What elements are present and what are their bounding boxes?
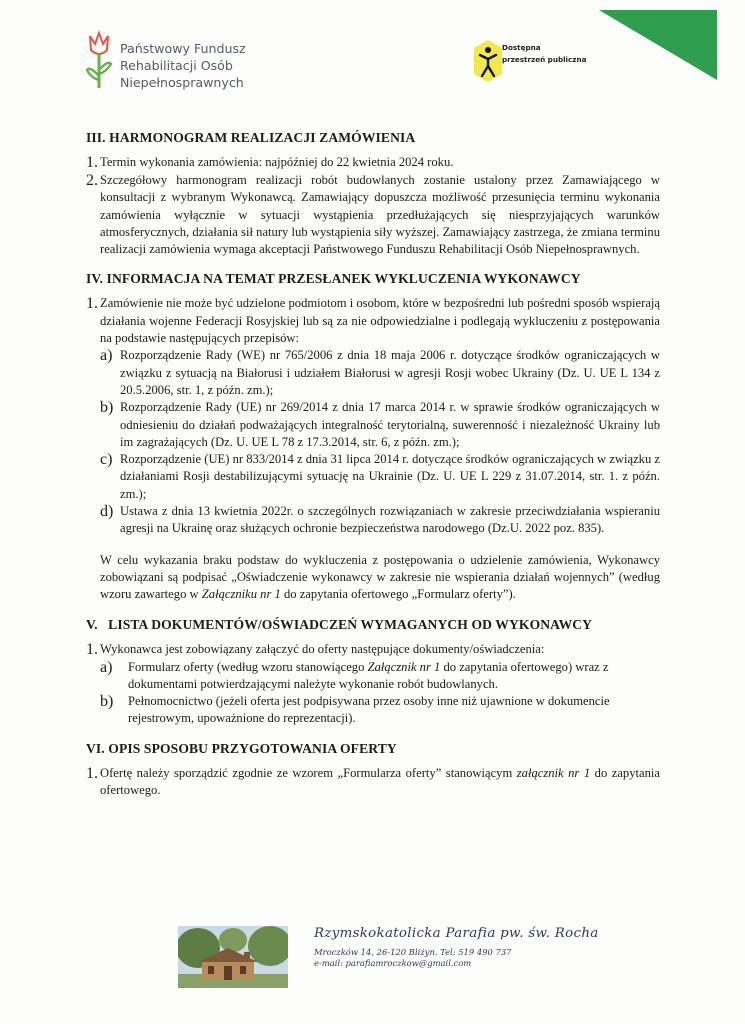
accessibility-person-icon: [472, 38, 504, 88]
list-item: 1. Zamówienie nie może być udzielone podmiotom i osobom, które w bezpośredni lub pośredni sposób wspierają działania wojenne Federacji Rosyjskiej lub są za nie odpowiedzialne i podlegają wykluczeniu z postępowania na podstawie następujących przepisów:: [86, 295, 660, 346]
parish-email: e-mail: parafiamroczkow@gmail.com: [314, 958, 472, 968]
sub-list-item: d) Ustawa z dnia 13 kwietnia 2022r. o szczególnych rozwiązaniach w zakresie przeciwdziałania wspieraniu agresji na Ukrainę oraz służących ochronie bezpieczeństwa narodowego (Dz.U. 2022 poz. 835).: [100, 503, 660, 536]
sub-list-item: b) Rozporządzenie Rady (UE) nr 269/2014 z dnia 17 marca 2014 r. w sprawie środków ograniczających w odniesieniu do działań podważających integralność terytorialną, suwerenność i niezależność Ukrainy lub im zagrażających (Dz. U. UE L 78 z 17.3.2014, str. 6, z późn. zm.);: [100, 399, 660, 449]
pfron-name-line: Rehabilitacji Osób: [120, 58, 233, 73]
parish-footer: [178, 926, 618, 992]
section-schedule: [86, 130, 660, 258]
section-documents: [86, 617, 660, 728]
section-heading: VI. OPIS SPOSOBU PRZYGOTOWANIA OFERTY: [86, 740, 397, 756]
list-item: 2. Szczegółowy harmonogram realizacji robót budowlanych zostanie ustalony przez Zamawiającego w konsultacji z wybranym Wykonawcą. Zamawiający dopuszcza możliwość przesunięcia terminu wykonania zamówienia wyłącznie w sytuacji wystąpienia przedłużających się niesprzyjających warunków atmosferycznych, działania sił natury lub wystąpienia siły wyższej. Zamawiający zastrzega, że zmiana terminu realizacji zamówienia wymaga akceptacji Państwowego Funduszu Rehabilitacji Osób Niepełnosprawnych.: [86, 172, 660, 257]
parish-name: Rzymskokatolicka Parafia pw. św. Rocha: [314, 926, 599, 941]
accessible-space-logo: [472, 38, 602, 98]
pfron-logo: [84, 28, 284, 98]
green-corner-decoration: [599, 10, 717, 80]
parish-address: Mroczków 14, 26-120 Bliżyn. Tel: 519 490 737: [314, 947, 512, 957]
pfron-name-line: Niepełnosprawnych: [120, 75, 244, 90]
list-item: 1. Wykonawca jest zobowiązany załączyć do oferty następujące dokumenty/oświadczenia:: [86, 640, 545, 658]
section-offer-preparation: [86, 741, 660, 800]
section-heading: III. HARMONOGRAM REALIZACJI ZAMÓWIENIA: [86, 130, 416, 145]
document-body: [86, 130, 660, 812]
sub-list-item: b) Pełnomocnictwo (jeżeli oferta jest podpisywana przez osoby inne niż ujawnione w dokumencie rejestrowym, upoważnione do reprezentacji).: [100, 693, 610, 726]
sub-list-item: a) Rozporządzenie Rady (WE) nr 765/2006 z dnia 18 maja 2006 r. dotyczące środków ograniczających w związku z sytuacją na Białorusi i udziałem Białorusi w agresji Rosji wobec Ukrainy (Dz. U. UE L 134 z 20.5.2006, str. 1, z późn. zm.);: [100, 347, 660, 397]
access-logo-line: przestrzeń publiczna: [502, 55, 587, 64]
church-photo-icon: [178, 926, 288, 988]
sub-list-item: a) Formularz oferty (według wzoru stanowiącego Załącznik nr 1 do zapytania ofertowego) wraz z dokumentami potwierdzającymi należyte wykonanie robót budowlanych.: [100, 658, 609, 691]
section-heading: IV. INFORMACJA NA TEMAT PRZESŁANEK WYKLUCZENIA WYKONAWCY: [86, 271, 581, 287]
declaration-paragraph: W celu wykazania braku podstaw do wykluczenia z postępowania o udzielenie zamówienia, Wykonawcy zobowiązani są podpisać „Oświadczenie wykonawcy w zakresie nie wspierania działań wojennych” (według wzoru zawartego w Załączniku nr 1 do zapytania ofertowego „Formularz oferty”).: [100, 552, 660, 602]
pfron-name-line: Państwowy Fundusz: [120, 41, 246, 56]
tulip-logo-icon: [84, 30, 114, 92]
access-logo-line: Dostępna: [502, 43, 541, 52]
section-heading: V. LISTA DOKUMENTÓW/OŚWIADCZEŃ WYMAGANYCH OD WYKONAWCY: [86, 616, 593, 632]
sub-list-item: c) Rozporządzenie (UE) nr 833/2014 z dnia 31 lipca 2014 r. dotyczące środków ograniczających w związku z działaniami Rosji destabilizującymi sytuację na Ukrainie (Dz. U. UE L 229 z 31.07.2014, str. 1. z późn. zm.);: [100, 451, 660, 501]
list-item: 1. Ofertę należy sporządzić zgodnie ze wzorem „Formularza oferty” stanowiącym załącznik nr 1 do zapytania ofertowego.: [86, 764, 660, 798]
section-exclusion: [86, 271, 660, 603]
list-item: 1. Termin wykonania zamówienia: najpóźniej do 22 kwietnia 2024 roku.: [86, 154, 454, 171]
